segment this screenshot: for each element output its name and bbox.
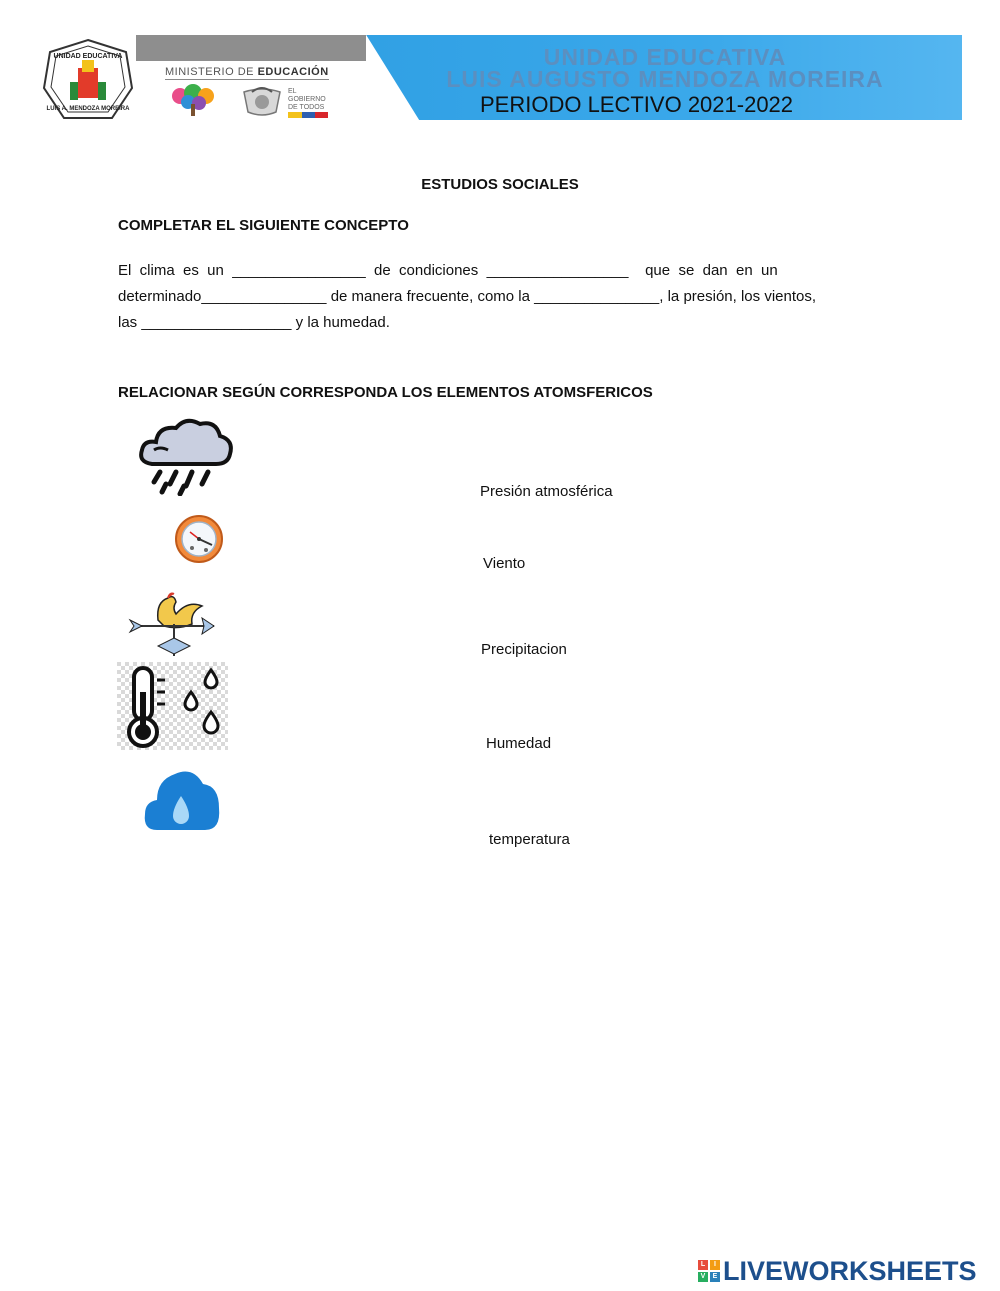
seal-top-text: UNIDAD EDUCATIVA	[53, 53, 123, 60]
weather-vane-icon	[128, 590, 218, 658]
concept-paragraph	[118, 258, 880, 336]
liveworksheets-logo	[698, 1257, 977, 1285]
ecuador-shield-icon	[240, 86, 284, 118]
ministerio-label: MINISTERIO DE EDUCACIÓN	[165, 66, 329, 78]
term-humedad: Humedad	[486, 735, 552, 752]
term-precipitacion: Precipitacion	[481, 641, 567, 658]
term-temperatura: temperatura	[489, 831, 570, 848]
term-presion: Presión atmosférica	[480, 483, 613, 500]
gobierno-stripes-icon	[288, 112, 328, 118]
paragraph-line: determinado_______________ de manera frecuente, como la _______________, la presión, los vientos,	[118, 288, 817, 305]
school-name-line2: LUIS AUGUSTO MENDOZA MOREIRA	[446, 66, 884, 92]
ministerio-tree-logo-icon	[166, 84, 220, 118]
header-gray-band	[136, 35, 366, 61]
section2-title: RELACIONAR SEGÚN CORRESPONDA LOS ELEMENTOS ATOMSFERICOS	[118, 384, 653, 401]
thermometer-drops-icon	[117, 662, 228, 750]
term-viento: Viento	[483, 555, 526, 572]
gobierno-logo: EL GOBIERNO DE TODOS	[288, 88, 328, 121]
humidity-cloud-icon	[143, 764, 221, 834]
periodo-lectivo: PERIODO LECTIVO 2021-2022	[480, 92, 794, 117]
seal-bottom-text: LUIS A. MENDOZA MOREIRA	[46, 106, 130, 112]
barometer-icon	[174, 512, 224, 566]
section1-title: COMPLETAR EL SIGUIENTE CONCEPTO	[118, 217, 409, 234]
paragraph-line: las __________________ y la humedad.	[118, 314, 390, 331]
liveworksheets-text: LIVEWORKSHEETS	[723, 1255, 977, 1286]
page-header	[0, 0, 1000, 130]
school-seal-icon	[42, 38, 134, 124]
school-name-line1: UNIDAD EDUCATIVA	[543, 44, 787, 70]
liveworksheets-blocks-icon: L I V E	[698, 1260, 720, 1282]
paragraph-line: El clima es un ________________ de condiciones _________________ que se dan en un	[118, 262, 778, 279]
rain-cloud-icon	[138, 416, 234, 496]
subject-title: ESTUDIOS SOCIALES	[421, 176, 579, 193]
